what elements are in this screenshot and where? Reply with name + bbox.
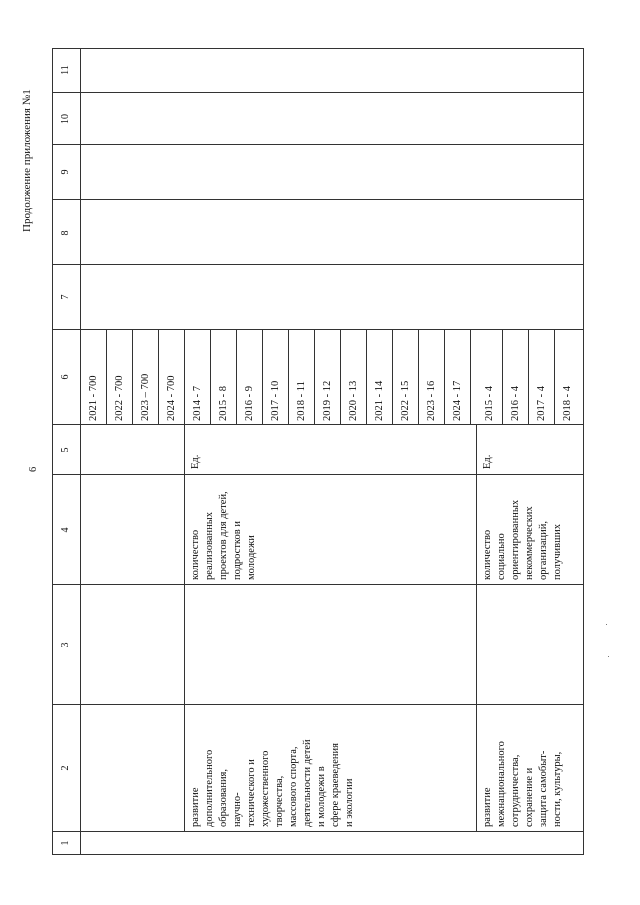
col-line-4 [52, 474, 584, 475]
col-header-5: 5 [60, 447, 71, 453]
block1-direction-line: творчества, [274, 775, 285, 827]
col-header-4: 4 [60, 527, 71, 533]
block1-direction-line: и молодежи в [316, 766, 327, 827]
block1-value: 2019 - 12 [322, 380, 333, 421]
block1-value: 2015 - 8 [218, 386, 229, 421]
value-line-2 [132, 330, 133, 425]
col-line-9 [52, 144, 584, 145]
scan-speck [606, 624, 607, 625]
top-value-1: 2021 - 700 [88, 375, 99, 421]
block1-direction-line: образования, [218, 768, 229, 827]
block2-direction-line: сохранение и [524, 767, 535, 827]
value-line-18 [554, 330, 555, 425]
col-line-10 [52, 92, 584, 93]
block1-value: 2022 - 15 [400, 380, 411, 421]
col-header-9: 9 [60, 169, 71, 175]
block2-direction-line: межнационального [496, 741, 507, 827]
col-line-8 [52, 199, 584, 200]
block2-direction-line: развитие [482, 787, 493, 827]
top-value-3: 2023 – 700 [140, 373, 151, 421]
value-line-13 [418, 330, 419, 425]
block1-indicator-line: проектов для детей, [218, 491, 229, 580]
continuation-title: Продолжение приложения №1 [21, 89, 33, 232]
table-border [52, 48, 584, 855]
block1-direction-line: дополнительного [204, 749, 215, 827]
value-line-3 [158, 330, 159, 425]
block1-direction-line: сфере краеведения [330, 743, 341, 827]
col-header-10: 10 [60, 114, 71, 124]
value-line-7 [262, 330, 263, 425]
col-line-1 [52, 831, 584, 832]
value-line-17 [528, 330, 529, 425]
block1-indicator-line: молодежи [246, 535, 257, 580]
value-line-15 [470, 330, 471, 425]
col-header-7: 7 [60, 294, 71, 300]
block1-direction-line: технического и [246, 759, 257, 827]
block1-direction-line: научно- [232, 792, 243, 827]
block1-unit: Ед. [190, 454, 201, 469]
header-row-line [80, 48, 81, 855]
col-header-2: 2 [60, 765, 71, 771]
block2-indicator-line: организаций, [538, 521, 549, 580]
block1-indicator-line: подростков и [232, 521, 243, 580]
col-header-3: 3 [60, 642, 71, 648]
block1-value: 2024 - 17 [452, 380, 463, 421]
block2-value: 2018 - 4 [562, 386, 573, 421]
block1-direction-line: художественного [260, 750, 271, 827]
block2-indicator-line: социально [496, 533, 507, 580]
value-line-5 [210, 330, 211, 425]
col-header-1: 1 [60, 840, 71, 846]
block1-top-line [184, 425, 185, 832]
block1-indicator-line: реализованных [204, 511, 215, 580]
top-value-4: 2024 - 700 [166, 375, 177, 421]
col-line-3 [52, 584, 584, 585]
block2-indicator-line: получивших [552, 523, 563, 580]
block2-indicator-line: количество [482, 529, 493, 580]
block1-value: 2014 - 7 [192, 386, 203, 421]
value-line-9 [314, 330, 315, 425]
value-line-16 [502, 330, 503, 425]
block2-indicator-line: ориентированных [510, 499, 521, 580]
top-value-2: 2022 - 700 [114, 375, 125, 421]
value-line-10 [340, 330, 341, 425]
col-line-2 [52, 704, 584, 705]
block1-direction-line: массового спорта, [288, 746, 299, 827]
block1-value: 2020 - 13 [348, 380, 359, 421]
page-number: 6 [28, 466, 39, 472]
value-line-8 [288, 330, 289, 425]
block2-top-line [476, 425, 477, 832]
value-line-4 [184, 330, 185, 425]
block1-value: 2016 - 9 [244, 386, 255, 421]
block1-value: 2017 - 10 [270, 380, 281, 421]
block2-unit: Ед. [482, 454, 493, 469]
block1-value: 2021 - 14 [374, 380, 385, 421]
block1-indicator-line: количество [190, 529, 201, 580]
block1-direction-line: развитие [190, 787, 201, 827]
block2-indicator-line: некоммерческих [524, 506, 535, 580]
block2-direction-line: защита самобыт- [538, 750, 549, 827]
block1-direction-line: деятельности детей [302, 739, 313, 827]
value-line-14 [444, 330, 445, 425]
block2-value: 2015 - 4 [484, 386, 495, 421]
value-line-1 [106, 330, 107, 425]
block2-direction-line: ности, культуры, [552, 751, 563, 827]
block1-value: 2018 - 11 [296, 381, 307, 421]
col-line-7 [52, 264, 584, 265]
block1-direction-line: и экологии [344, 778, 355, 827]
block2-direction-line: сотрудничества, [510, 754, 521, 827]
col-header-8: 8 [60, 230, 71, 236]
col-header-6: 6 [60, 374, 71, 380]
scan-speck [608, 656, 609, 657]
value-line-12 [392, 330, 393, 425]
block2-value: 2017 - 4 [536, 386, 547, 421]
col-header-11: 11 [60, 65, 71, 75]
block1-value: 2023 - 16 [426, 380, 437, 421]
value-line-6 [236, 330, 237, 425]
block2-value: 2016 - 4 [510, 386, 521, 421]
value-line-11 [366, 330, 367, 425]
